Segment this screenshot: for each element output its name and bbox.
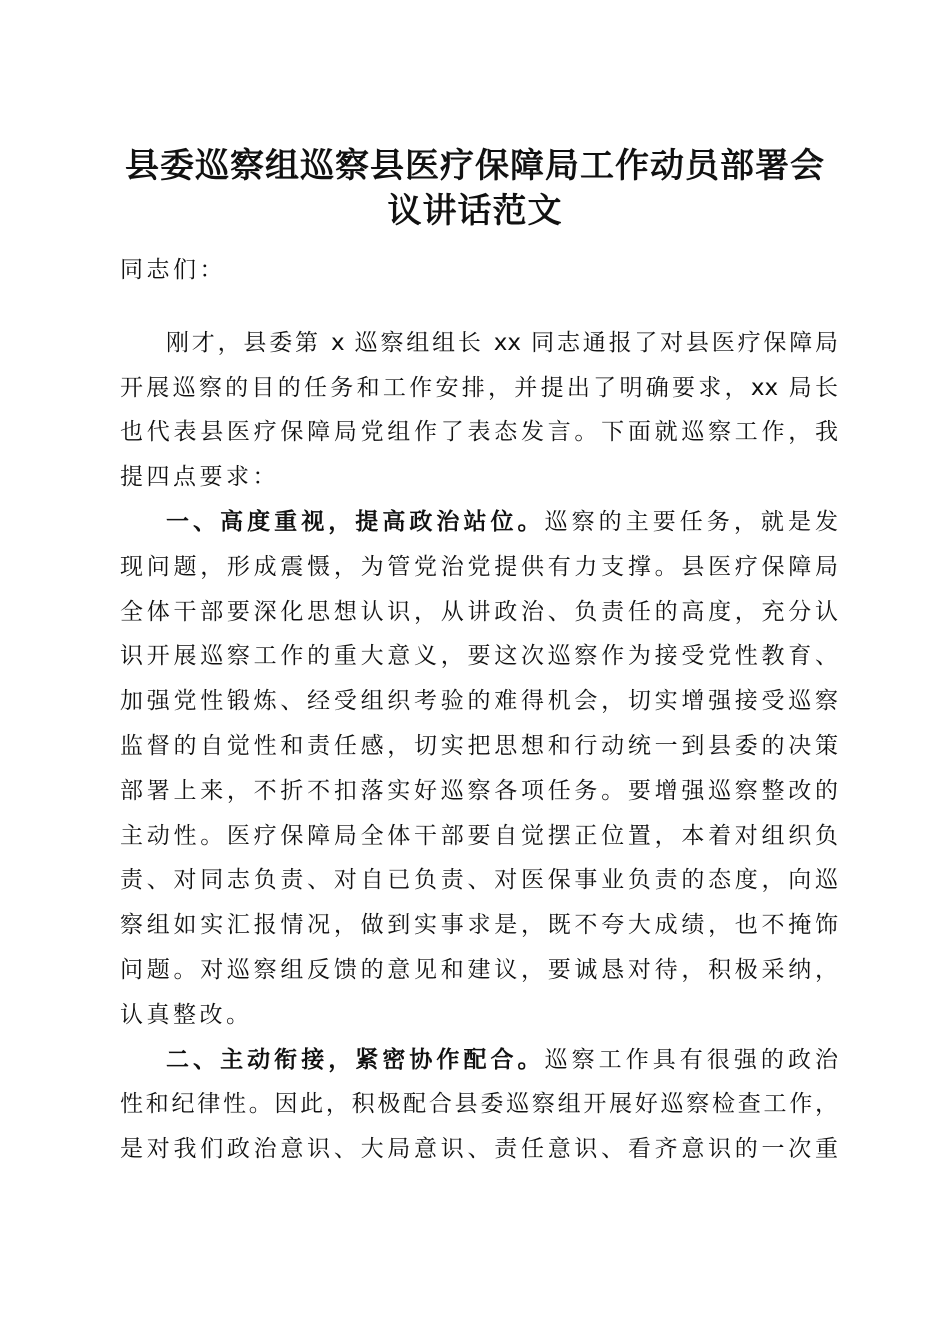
paragraph-text: 巡察的主要任务，就是发	[544, 508, 839, 535]
paragraph-line: 责、对同志负责、对自已负责、对医保事业负责的态度，向巡	[120, 867, 838, 894]
document-title-line-2: 议讲话范文	[387, 191, 563, 231]
paragraph-line: 问题。对巡察组反馈的意见和建议，要诚恳对待，积极采纳，	[120, 956, 838, 983]
paragraph-line: 也代表县医疗保障局党组作了表态发言。下面就巡察工作，我	[120, 419, 838, 446]
paragraph-line: 全体干部要深化思想认识，从讲政治、负责任的高度，充分认	[120, 598, 838, 625]
paragraph-line: 加强党性锻炼、经受组织考验的难得机会，切实增强接受巡察	[120, 688, 838, 715]
paragraph-line	[120, 504, 838, 549]
paragraph-line: 性和纪律性。因此，积极配合县委巡察组开展好巡察检查工作，	[120, 1091, 838, 1118]
paragraph-line: 识开展巡察工作的重大意义，要这次巡察作为接受党性教育、	[120, 643, 838, 670]
paragraph-line: 现问题，形成震慑，为管党治党提供有力支撑。县医疗保障局	[120, 553, 838, 580]
paragraph-line: 是对我们政治意识、大局意识、责任意识、看齐意识的一次重	[120, 1136, 838, 1163]
paragraph-line: 刚才，县委第 x 巡察组组长 xx 同志通报了对县医疗保障局	[166, 329, 838, 356]
paragraph-line: 提四点要求：	[120, 464, 279, 491]
paragraph-line: 主动性。医疗保障局全体干部要自觉摆正位置，本着对组织负	[120, 822, 838, 849]
section-heading: 二、主动衔接，紧密协作配合。	[166, 1046, 545, 1073]
document-title-line-1: 县委巡察组巡察县医疗保障局工作动员部署会	[125, 146, 825, 186]
paragraph-section-2	[120, 1042, 838, 1176]
paragraph-line: 监督的自觉性和责任感，切实把思想和行动统一到县委的决策	[120, 732, 838, 759]
section-heading: 一、高度重视，提高政治站位。	[166, 508, 545, 535]
paragraph-line	[120, 1042, 838, 1087]
paragraph-text: 巡察工作具有很强的政治	[544, 1046, 839, 1073]
paragraph-line: 部署上来，不折不扣落实好巡察各项任务。要增强巡察整改的	[120, 777, 838, 804]
greeting: 同志们：	[120, 257, 226, 283]
paragraph-line: 察组如实汇报情况，做到实事求是，既不夸大成绩，也不掩饰	[120, 912, 838, 939]
paragraph-section-1	[120, 504, 838, 1042]
paragraph-line: 认真整改。	[120, 1001, 253, 1028]
paragraph-intro	[120, 325, 838, 504]
document-body	[120, 252, 838, 1176]
paragraph-line: 开展巡察的目的任务和工作安排，并提出了明确要求，xx 局长	[120, 374, 838, 401]
